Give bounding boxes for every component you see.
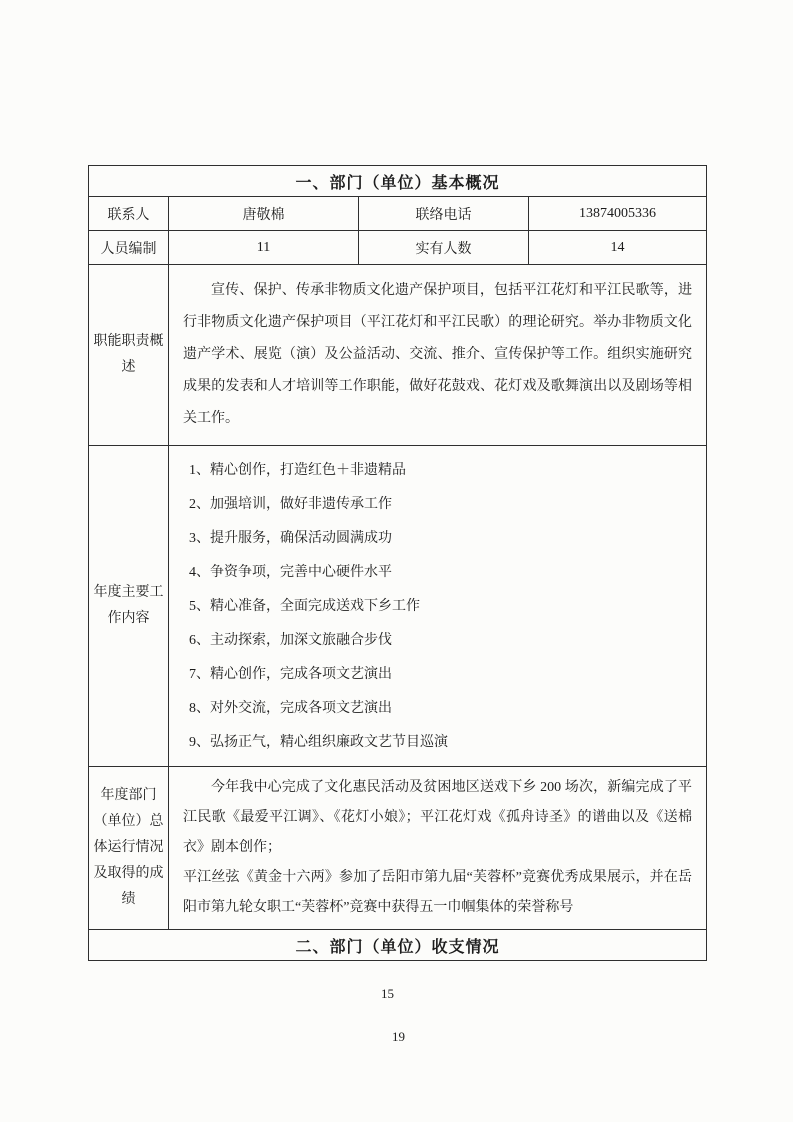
actual-staff-label: 实有人数 bbox=[359, 231, 529, 265]
annual-work-row bbox=[89, 446, 707, 767]
duties-row bbox=[89, 265, 707, 446]
work-item: 7、精心创作，完成各项文艺演出 bbox=[189, 667, 392, 682]
contact-phone-label: 联络电话 bbox=[359, 197, 529, 231]
duties-content-cell bbox=[169, 265, 707, 446]
work-item: 8、对外交流，完成各项文艺演出 bbox=[189, 701, 392, 716]
work-item: 1、精心创作，打造红色＋非遗精品 bbox=[189, 463, 406, 478]
contact-phone-value: 13874005336 bbox=[529, 197, 707, 231]
contact-person-label: 联系人 bbox=[89, 197, 169, 231]
staff-quota-label: 人员编制 bbox=[89, 231, 169, 265]
staff-quota-value: 11 bbox=[169, 231, 359, 265]
contact-person-value: 唐敬棉 bbox=[169, 197, 359, 231]
work-item: 9、弘扬正气，精心组织廉政文艺节目巡演 bbox=[189, 735, 448, 750]
annual-summary-label: 年度部门（单位）总体运行情况及取得的成绩 bbox=[89, 767, 169, 930]
work-item: 4、争资争项，完善中心硬件水平 bbox=[189, 565, 392, 580]
work-item: 6、主动探索，加深文旅融合步伐 bbox=[189, 633, 392, 648]
section2-title: 二、部门（单位）收支情况 bbox=[89, 930, 707, 961]
contact-row bbox=[89, 197, 707, 231]
work-item: 3、提升服务，确保活动圆满成功 bbox=[189, 531, 392, 546]
page-number: 19 bbox=[392, 1029, 405, 1044]
annual-work-label: 年度主要工作内容 bbox=[89, 446, 169, 767]
section1-title: 一、部门（单位）基本概况 bbox=[89, 166, 707, 197]
summary-paragraph-2: 平江丝弦《黄金十六两》参加了岳阳市第九届“芙蓉杯”竞赛优秀成果展示，并在岳阳市第九轮女职工“芙蓉杯”竞赛中获得五一巾帼集体的荣誉称号 bbox=[183, 870, 693, 915]
work-item: 5、精心准备，全面完成送戏下乡工作 bbox=[189, 599, 420, 614]
staff-row bbox=[89, 231, 707, 265]
page-number: 15 bbox=[381, 986, 394, 1001]
annual-work-content-cell bbox=[169, 446, 707, 767]
actual-staff-value: 14 bbox=[529, 231, 707, 265]
duties-content: 宣传、保护、传承非物质文化遗产保护项目，包括平江花灯和平江民歌等，进行非物质文化遗产保护项目（平江花灯和平江民歌）的理论研究。举办非物质文化遗产学术、展览（演）及公益活动、交流、推介、宣传保护等工作。组织实施研究成果的发表和人才培训等工作职能，做好花鼓戏、花灯戏及歌舞演出以及剧场等相关工作。 bbox=[183, 283, 693, 426]
work-item: 2、加强培训，做好非遗传承工作 bbox=[189, 497, 392, 512]
section1-header-row bbox=[89, 166, 707, 197]
summary-paragraph-1: 今年我中心完成了文化惠民活动及贫困地区送戏下乡 200 场次，新编完成了平江民歌《最爱平江调》、《花灯小娘》；平江花灯戏《孤舟诗圣》的谱曲以及《送棉衣》剧本创作； bbox=[183, 780, 693, 855]
section2-header-row bbox=[89, 930, 707, 961]
annual-summary-row bbox=[89, 767, 707, 930]
annual-summary-content-cell bbox=[169, 767, 707, 930]
basic-overview-table bbox=[88, 165, 707, 961]
duties-label: 职能职责概述 bbox=[89, 265, 169, 446]
